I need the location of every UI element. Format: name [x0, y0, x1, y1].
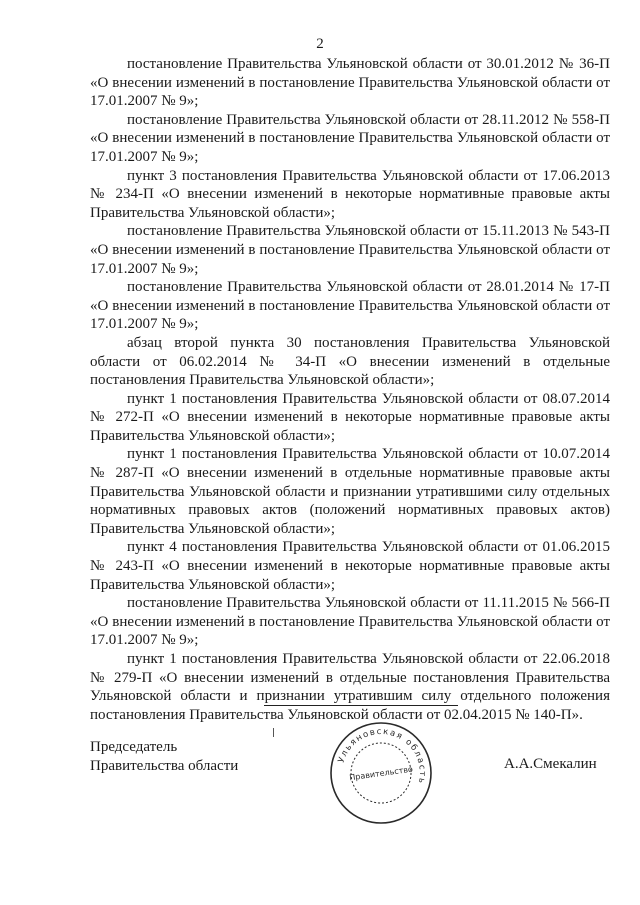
list-item: постановление Правительства Ульяновской области от 30.01.2012 № 36-П «О внесении изменений в постановление Правительства Ульяновской области от 17.01.2007 № 9»; — [90, 56, 610, 110]
signer-name: А.А.Смекалин — [504, 756, 597, 772]
signer-title-line-2: Правительства области — [90, 757, 239, 774]
list-item: постановление Правительства Ульяновской области от 11.11.2015 № 566-П «О внесении изменений в постановление Правительства Ульяновской области от 17.01.2007 № 9»; — [90, 595, 610, 649]
page-number: 2 — [316, 36, 324, 52]
signer-title-line-1: Председатель — [90, 739, 178, 755]
signer-title — [90, 738, 238, 775]
list-item: постановление Правительства Ульяновской области от 15.11.2013 № 543-П «О внесении изменений в постановление Правительства Ульяновской области от 17.01.2007 № 9»; — [90, 223, 610, 277]
list-item: абзац второй пункта 30 постановления Правительства Ульяновской области от 06.02.2014 № 34-П «О внесении изменений в отдельные постановления Правительства Ульяновской области»; — [90, 334, 610, 389]
seal-ring-text: Ульяновская область — [336, 726, 428, 786]
list-item: пункт 1 постановления Правительства Ульяновской области от 08.07.2014 № 272-П «О внесении изменений в некоторые нормативные правовые акты Правительства Ульяновской области»; — [90, 390, 610, 444]
list-item: постановление Правительства Ульяновской области от 28.01.2014 № 17-П «О внесении изменений в постановление Правительства Ульяновской области от 17.01.2007 № 9»; — [90, 279, 610, 333]
document-body — [90, 55, 610, 724]
end-divider — [264, 705, 458, 706]
official-seal — [328, 720, 434, 826]
list-item: пункт 3 постановления Правительства Ульяновской области от 17.06.2013 № 234-П «О внесении изменений в некоторые нормативные правовые акты Правительства Ульяновской области»; — [90, 167, 610, 221]
list-item: пункт 4 постановления Правительства Ульяновской области от 01.06.2015 № 243-П «О внесении изменений в некоторые нормативные правовые акты Правительства Ульяновской области»; — [90, 539, 610, 593]
scan-mark — [273, 728, 274, 737]
list-item: пункт 1 постановления Правительства Ульяновской области от 22.06.2018 № 279-П «О внесении изменений в отдельные постановления Правительства Ульяновской области и признании утратившим силу отдельного положения постановления Правительства Ульяновской области от 02.04.2015 № 140-П». — [90, 651, 610, 723]
seal-center-text: Правительство — [348, 764, 414, 783]
list-item: постановление Правительства Ульяновской области от 28.11.2012 № 558-П «О внесении изменений в постановление Правительства Ульяновской области от 17.01.2007 № 9»; — [90, 111, 610, 165]
list-item: пункт 1 постановления Правительства Ульяновской области от 10.07.2014 № 287-П «О внесении изменений в отдельные нормативные правовые акты Правительства Ульяновской области и признании утратившими силу отдельных нормативных правовых актов (положений нормативных правовых актов) Правительства Ульяновской области»; — [90, 446, 610, 537]
